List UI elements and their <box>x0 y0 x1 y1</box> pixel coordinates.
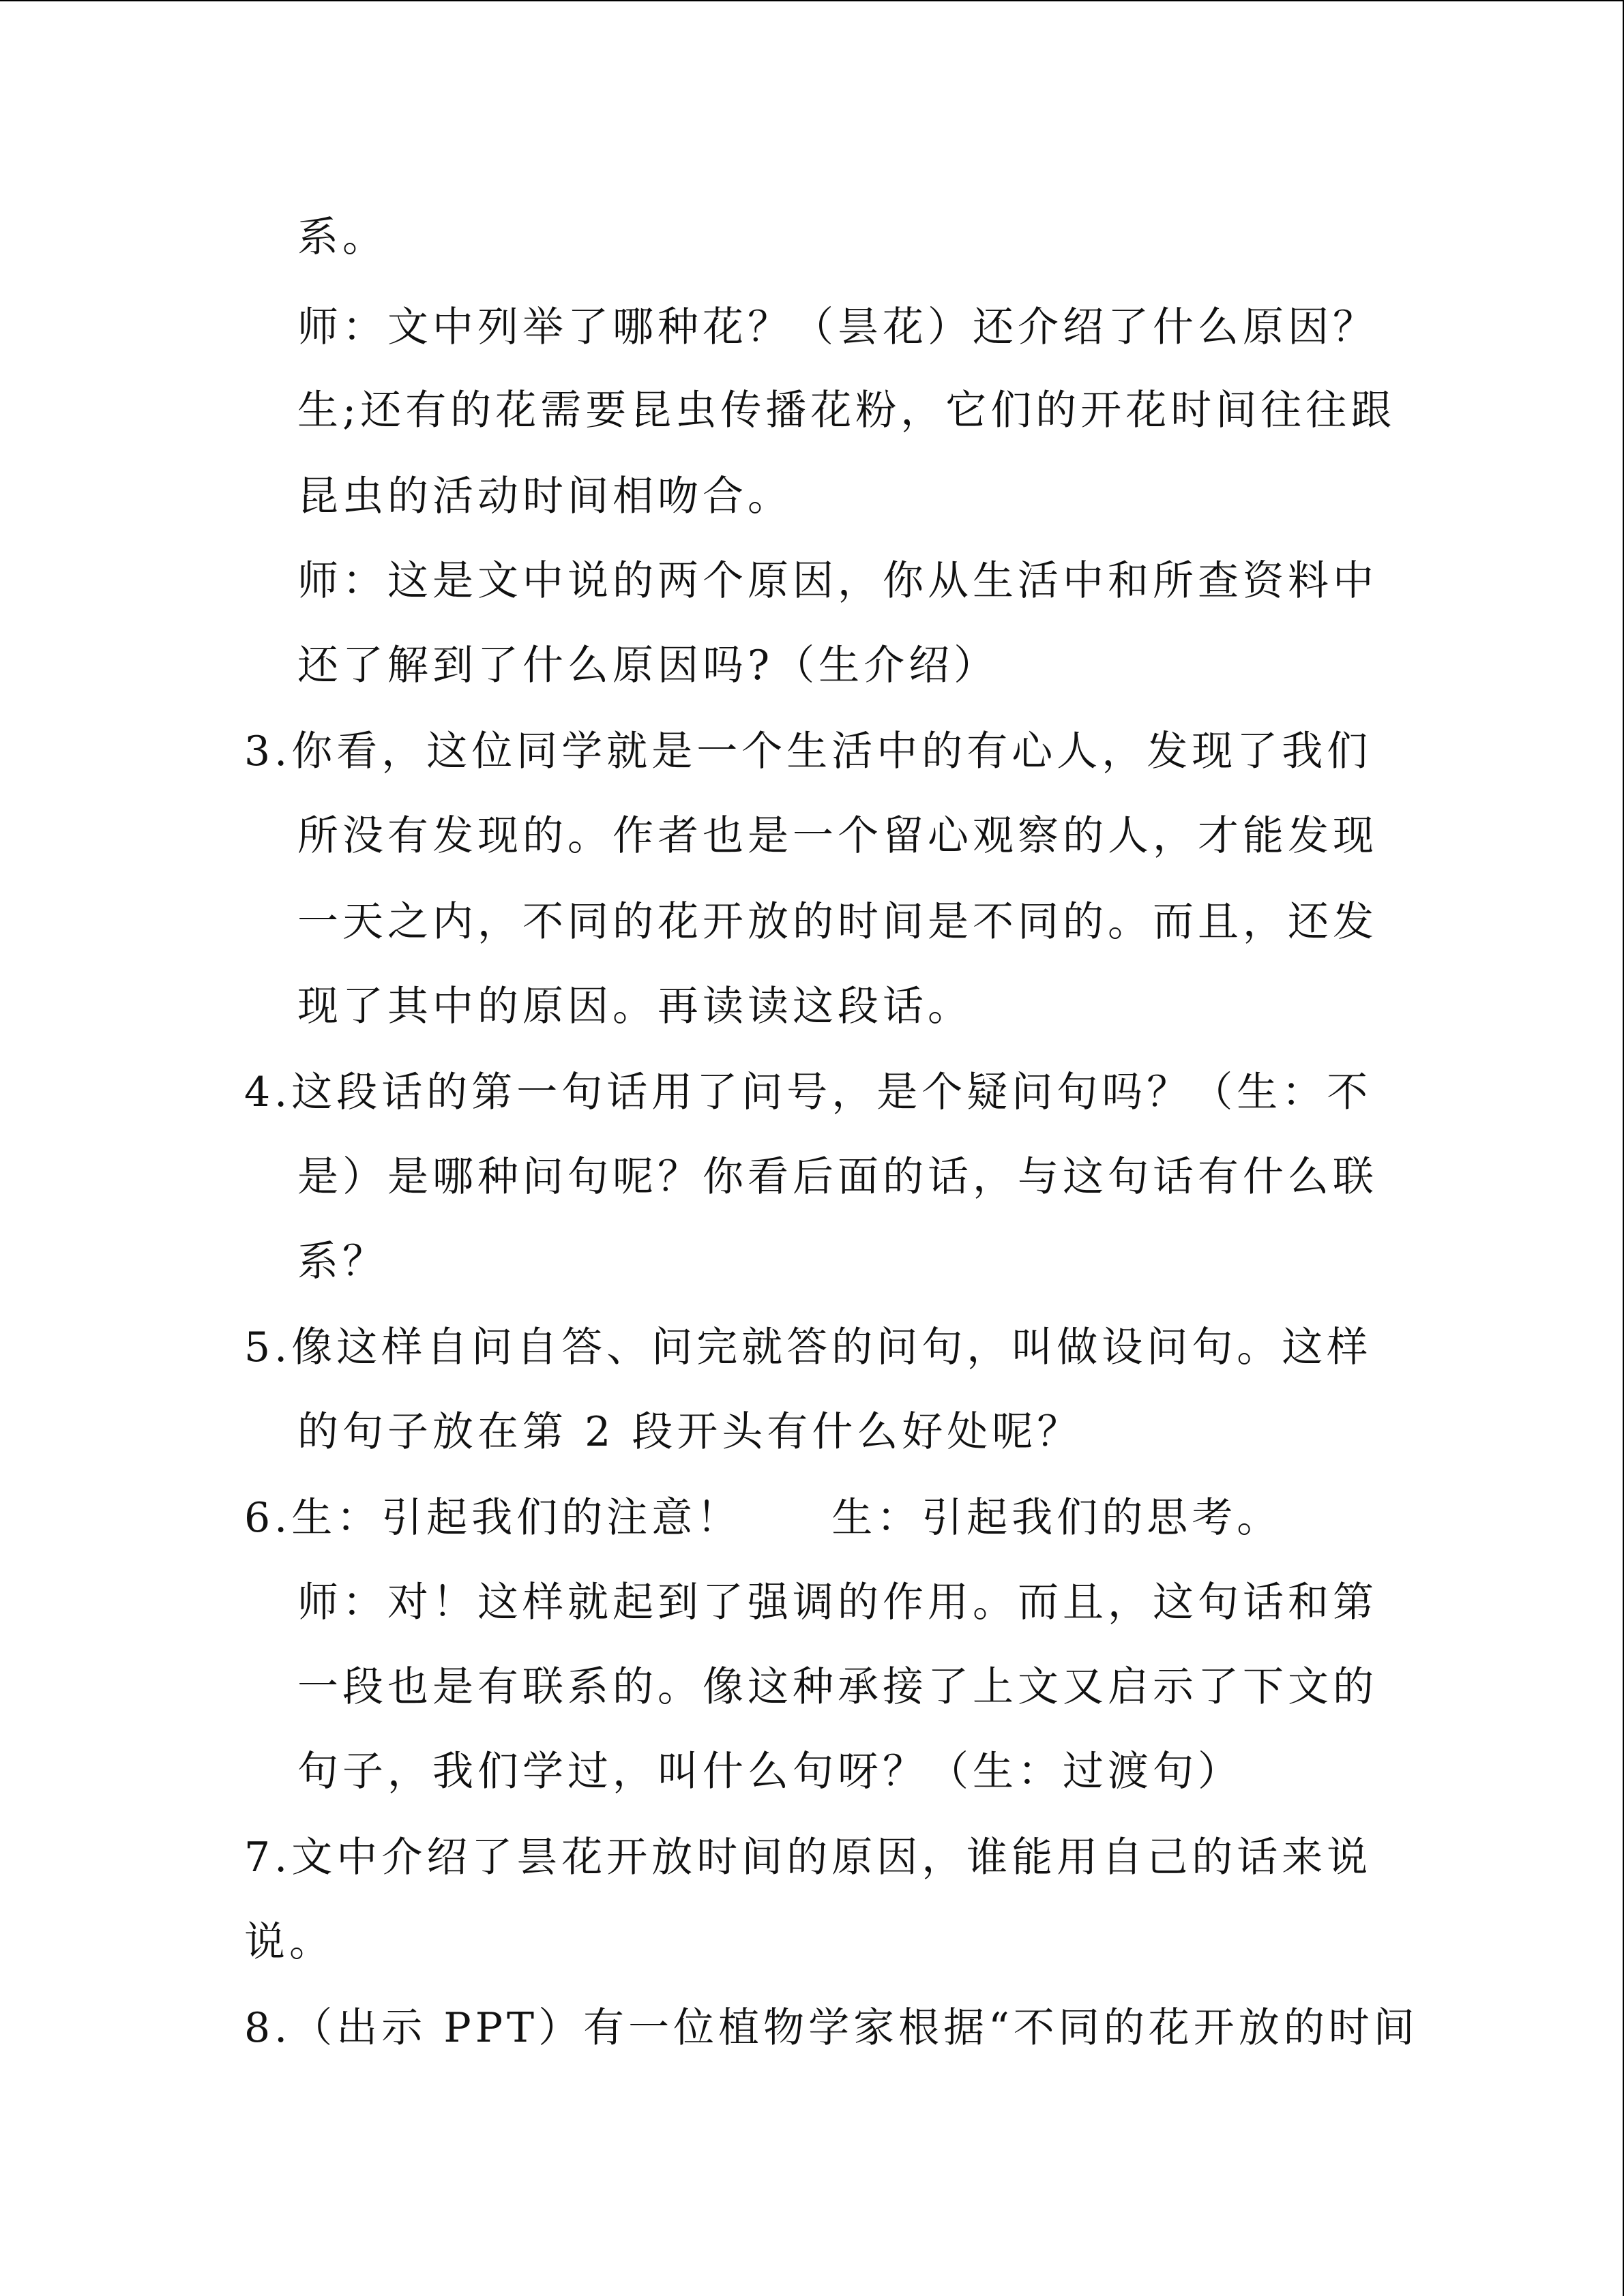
text-line: 生;还有的花需要昆虫传播花粉，它们的开花时间往往跟 <box>297 387 1396 434</box>
text-line: 系。 <box>297 213 387 261</box>
text-line: 现了其中的原因。再读读这段话。 <box>297 983 973 1030</box>
text-line: 的句子放在第 2 段开头有什么好处呢？ <box>297 1408 1082 1456</box>
text-line: 师：这是文中说的两个原因，你从生活中和所查资料中 <box>297 557 1378 605</box>
text-line: 一段也是有联系的。像这种承接了上文又启示了下文的 <box>297 1663 1378 1711</box>
list-item: 6.生：引起我们的注意！ 生：引起我们的思考。 <box>244 1494 1282 1542</box>
text-line: 师：文中列举了哪种花？（昙花）还介绍了什么原因？ <box>297 303 1378 351</box>
list-item: 8.（出示 PPT）有一位植物学家根据“不同的花开放的时间 <box>244 2004 1419 2052</box>
list-item: 7.文中介绍了昙花开放时间的原因，谁能用自己的话来说 <box>244 1834 1372 1881</box>
list-item: 4.这段话的第一句话用了问号，是个疑问句吗？（生：不 <box>244 1069 1372 1116</box>
text-line: 句子，我们学过，叫什么句呀？（生：过渡句） <box>297 1748 1243 1795</box>
text-line: 还了解到了什么原因吗?（生介绍） <box>297 642 999 689</box>
list-item: 5.像这样自问自答、问完就答的问句，叫做设问句。这样 <box>244 1324 1372 1371</box>
text-line: 是）是哪种问句呢？你看后面的话，与这句话有什么联 <box>297 1153 1378 1201</box>
text-line: 昆虫的活动时间相吻合。 <box>297 473 793 520</box>
list-item: 3.你看，这位同学就是一个生活中的有心人，发现了我们 <box>244 728 1372 775</box>
text-line: 系？ <box>297 1238 387 1285</box>
text-line: 一天之内，不同的花开放的时间是不同的。而且，还发 <box>297 898 1378 946</box>
text-line: 师：对！这样就起到了强调的作用。而且，这句话和第 <box>297 1579 1378 1626</box>
text-line: 所没有发现的。作者也是一个留心观察的人，才能发现 <box>297 812 1378 860</box>
text-line: 说。 <box>244 1918 334 1966</box>
